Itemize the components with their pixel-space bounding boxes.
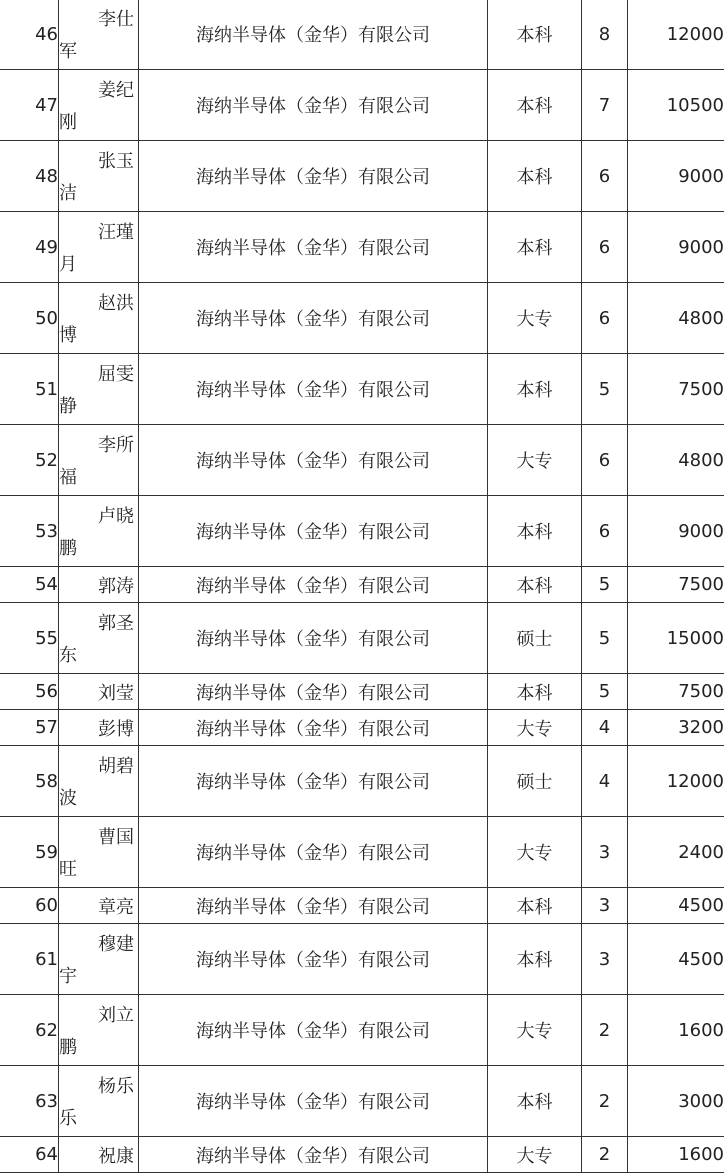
name-part-given: 刘立 (98, 1001, 134, 1027)
table-row (0, 354, 724, 425)
name-cell (59, 283, 139, 354)
salary-cell: 9000 (628, 496, 724, 567)
years-cell: 2 (582, 1066, 628, 1137)
salary-cell: 12000 (628, 0, 724, 70)
name-part-given: 屈雯 (98, 360, 134, 386)
name-part-wrapped: 鹏 (59, 534, 77, 560)
name-cell (59, 141, 139, 212)
salary-cell: 9000 (628, 141, 724, 212)
name-part-given: 汪瑾 (98, 218, 134, 244)
table-row (0, 425, 724, 496)
years-cell: 2 (582, 995, 628, 1066)
years-cell: 7 (582, 70, 628, 141)
row-index-cell: 53 (0, 496, 59, 567)
name-part-wrapped: 静 (59, 392, 77, 418)
name-part-wrapped: 波 (59, 784, 77, 810)
company-cell: 海纳半导体（金华）有限公司 (139, 567, 488, 603)
table-row (0, 212, 724, 283)
name-part-given: 李所 (98, 431, 134, 457)
company-cell: 海纳半导体（金华）有限公司 (139, 1137, 488, 1173)
company-cell: 海纳半导体（金华）有限公司 (139, 354, 488, 425)
salary-cell: 1600 (628, 1137, 724, 1173)
name-text: 郭涛 (59, 572, 138, 598)
row-index-cell: 47 (0, 70, 59, 141)
row-index-cell: 62 (0, 995, 59, 1066)
company-cell: 海纳半导体（金华）有限公司 (139, 995, 488, 1066)
years-cell: 4 (582, 710, 628, 746)
name-part-given: 赵洪 (98, 289, 134, 315)
table-row (0, 603, 724, 674)
name-part-given: 卢晓 (98, 502, 134, 528)
company-cell: 海纳半导体（金华）有限公司 (139, 425, 488, 496)
name-part-wrapped: 洁 (59, 179, 77, 205)
company-cell: 海纳半导体（金华）有限公司 (139, 496, 488, 567)
years-cell: 5 (582, 603, 628, 674)
row-index-cell: 60 (0, 888, 59, 924)
name-part-wrapped: 鹏 (59, 1033, 77, 1059)
company-cell: 海纳半导体（金华）有限公司 (139, 710, 488, 746)
salary-cell: 7500 (628, 354, 724, 425)
salary-cell: 3000 (628, 1066, 724, 1137)
degree-cell: 大专 (488, 817, 582, 888)
salary-cell: 7500 (628, 567, 724, 603)
degree-cell: 大专 (488, 995, 582, 1066)
table-row (0, 0, 724, 70)
name-part-wrapped: 旺 (59, 855, 77, 881)
name-part-wrapped: 乐 (59, 1104, 77, 1130)
company-cell: 海纳半导体（金华）有限公司 (139, 746, 488, 817)
name-part-given: 郭圣 (98, 609, 134, 635)
years-cell: 5 (582, 354, 628, 425)
name-part-wrapped: 军 (59, 37, 77, 63)
salary-cell: 7500 (628, 674, 724, 710)
name-cell (59, 603, 139, 674)
degree-cell: 硕士 (488, 603, 582, 674)
row-index-cell: 49 (0, 212, 59, 283)
years-cell: 6 (582, 425, 628, 496)
name-text: 祝康 (59, 1142, 138, 1168)
company-cell: 海纳半导体（金华）有限公司 (139, 1066, 488, 1137)
degree-cell: 大专 (488, 425, 582, 496)
row-index-cell: 56 (0, 674, 59, 710)
degree-cell: 本科 (488, 567, 582, 603)
company-cell: 海纳半导体（金华）有限公司 (139, 70, 488, 141)
company-cell: 海纳半导体（金华）有限公司 (139, 212, 488, 283)
row-index-cell: 61 (0, 924, 59, 995)
row-index-cell: 59 (0, 817, 59, 888)
salary-cell: 10500 (628, 70, 724, 141)
table-row (0, 674, 724, 710)
salary-cell: 4500 (628, 924, 724, 995)
degree-cell: 大专 (488, 283, 582, 354)
name-text: 章亮 (59, 893, 138, 919)
company-cell: 海纳半导体（金华）有限公司 (139, 283, 488, 354)
degree-cell: 大专 (488, 710, 582, 746)
name-part-given: 杨乐 (98, 1072, 134, 1098)
row-index-cell: 54 (0, 567, 59, 603)
row-index-cell: 50 (0, 283, 59, 354)
name-text: 彭博 (59, 715, 138, 741)
salary-cell: 9000 (628, 212, 724, 283)
name-part-given: 姜纪 (98, 76, 134, 102)
degree-cell: 本科 (488, 924, 582, 995)
row-index-cell: 46 (0, 0, 59, 70)
years-cell: 2 (582, 1137, 628, 1173)
name-part-given: 曹国 (98, 823, 134, 849)
row-index-cell: 63 (0, 1066, 59, 1137)
years-cell: 6 (582, 141, 628, 212)
salary-cell: 4500 (628, 888, 724, 924)
name-part-wrapped: 博 (59, 321, 77, 347)
name-cell (59, 817, 139, 888)
company-cell: 海纳半导体（金华）有限公司 (139, 603, 488, 674)
years-cell: 8 (582, 0, 628, 70)
degree-cell: 本科 (488, 1066, 582, 1137)
row-index-cell: 58 (0, 746, 59, 817)
name-part-wrapped: 月 (59, 250, 77, 276)
row-index-cell: 52 (0, 425, 59, 496)
degree-cell: 本科 (488, 70, 582, 141)
table-row (0, 1066, 724, 1137)
name-part-wrapped: 刚 (59, 108, 77, 134)
name-cell (59, 567, 139, 603)
name-part-wrapped: 宇 (59, 962, 77, 988)
name-cell (59, 746, 139, 817)
name-part-given: 胡碧 (98, 752, 134, 778)
row-index-cell: 51 (0, 354, 59, 425)
company-cell: 海纳半导体（金华）有限公司 (139, 674, 488, 710)
table-row (0, 817, 724, 888)
name-text: 刘莹 (59, 679, 138, 705)
table-row (0, 710, 724, 746)
name-cell (59, 1066, 139, 1137)
table-row (0, 924, 724, 995)
salary-cell: 4800 (628, 283, 724, 354)
name-cell (59, 674, 139, 710)
table-row (0, 283, 724, 354)
company-cell: 海纳半导体（金华）有限公司 (139, 924, 488, 995)
name-part-wrapped: 福 (59, 463, 77, 489)
salary-cell: 1600 (628, 995, 724, 1066)
degree-cell: 本科 (488, 0, 582, 70)
salary-cell: 4800 (628, 425, 724, 496)
degree-cell: 本科 (488, 888, 582, 924)
row-index-cell: 64 (0, 1137, 59, 1173)
degree-cell: 本科 (488, 496, 582, 567)
name-cell (59, 888, 139, 924)
years-cell: 5 (582, 674, 628, 710)
name-cell (59, 924, 139, 995)
name-part-given: 张玉 (98, 147, 134, 173)
name-cell (59, 212, 139, 283)
name-part-wrapped: 东 (59, 641, 77, 667)
table-row (0, 995, 724, 1066)
table-row (0, 567, 724, 603)
name-cell (59, 354, 139, 425)
name-part-given: 穆建 (98, 930, 134, 956)
degree-cell: 本科 (488, 141, 582, 212)
row-index-cell: 57 (0, 710, 59, 746)
years-cell: 5 (582, 567, 628, 603)
degree-cell: 本科 (488, 212, 582, 283)
name-cell (59, 710, 139, 746)
degree-cell: 本科 (488, 354, 582, 425)
salary-cell: 15000 (628, 603, 724, 674)
degree-cell: 本科 (488, 674, 582, 710)
years-cell: 3 (582, 924, 628, 995)
table-row (0, 70, 724, 141)
table-row (0, 141, 724, 212)
salary-cell: 3200 (628, 710, 724, 746)
degree-cell: 大专 (488, 1137, 582, 1173)
name-cell (59, 995, 139, 1066)
years-cell: 6 (582, 496, 628, 567)
years-cell: 3 (582, 888, 628, 924)
years-cell: 3 (582, 817, 628, 888)
name-cell (59, 496, 139, 567)
company-cell: 海纳半导体（金华）有限公司 (139, 0, 488, 70)
table-row (0, 1137, 724, 1173)
name-cell (59, 1137, 139, 1173)
salary-cell: 12000 (628, 746, 724, 817)
name-cell (59, 70, 139, 141)
row-index-cell: 48 (0, 141, 59, 212)
table-row (0, 496, 724, 567)
table-row (0, 746, 724, 817)
table-row (0, 888, 724, 924)
name-part-given: 李仕 (98, 5, 134, 31)
company-cell: 海纳半导体（金华）有限公司 (139, 888, 488, 924)
salary-cell: 2400 (628, 817, 724, 888)
row-index-cell: 55 (0, 603, 59, 674)
name-cell (59, 425, 139, 496)
name-cell (59, 0, 139, 70)
years-cell: 6 (582, 283, 628, 354)
company-cell: 海纳半导体（金华）有限公司 (139, 141, 488, 212)
company-cell: 海纳半导体（金华）有限公司 (139, 817, 488, 888)
years-cell: 6 (582, 212, 628, 283)
degree-cell: 硕士 (488, 746, 582, 817)
years-cell: 4 (582, 746, 628, 817)
